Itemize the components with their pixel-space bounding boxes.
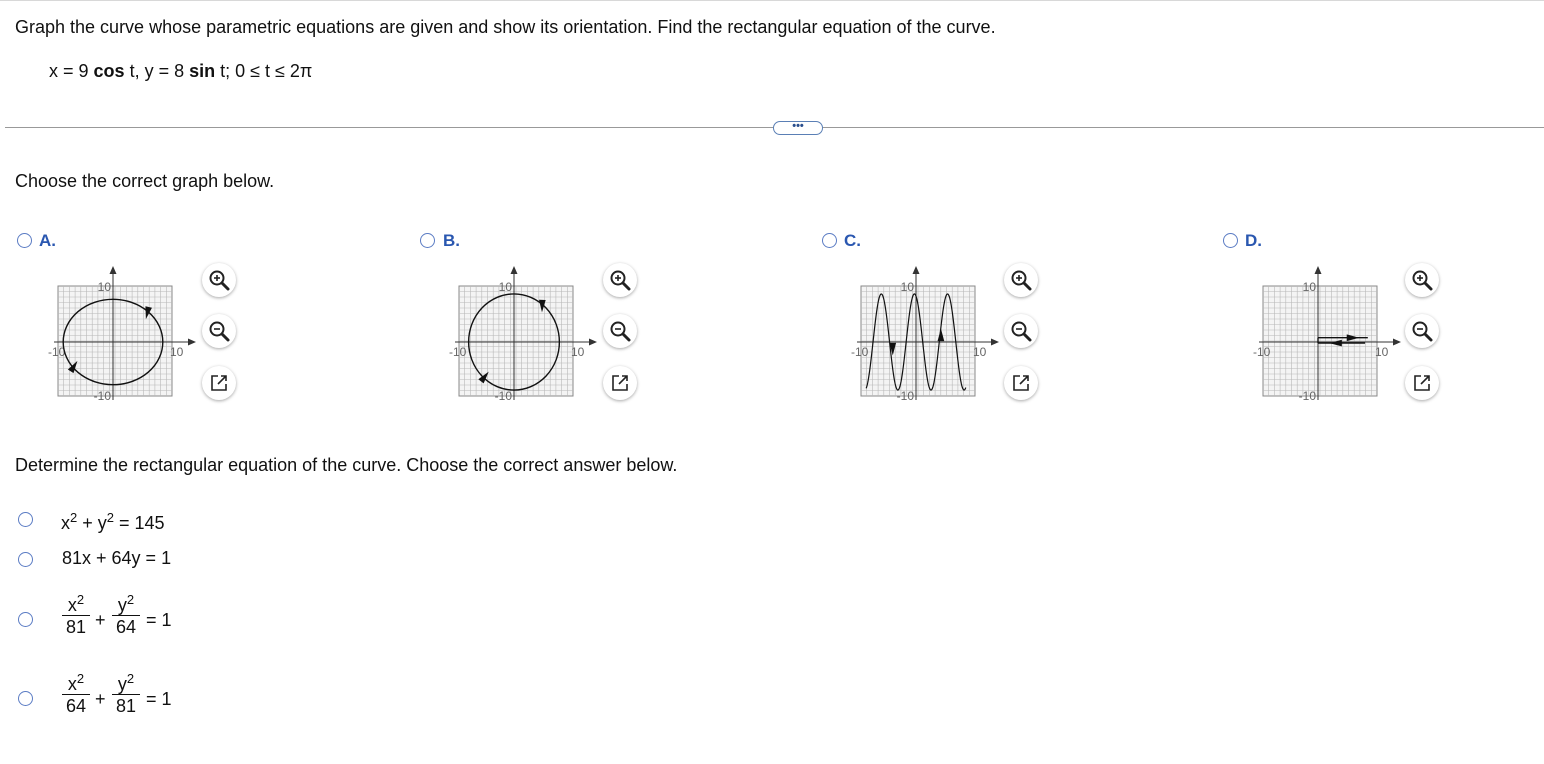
popout-icon-graph-b[interactable] bbox=[603, 366, 637, 400]
choice-letter-d: D. bbox=[1245, 231, 1262, 250]
ymax-label: 10 bbox=[97, 280, 111, 294]
radio-equation-3[interactable] bbox=[18, 612, 33, 627]
ymax-label: 10 bbox=[498, 280, 512, 294]
eq-x-post: t, y = 8 bbox=[124, 61, 190, 81]
xmin-label: -10 bbox=[449, 345, 467, 359]
zoom-in-icon-graph-b[interactable] bbox=[603, 263, 637, 297]
xmin-label: -10 bbox=[851, 345, 869, 359]
choice-letter-b: B. bbox=[443, 231, 460, 250]
opt3-x-exp: 2 bbox=[76, 592, 85, 607]
graph-d[interactable] bbox=[1245, 258, 1405, 418]
ymax-label: 10 bbox=[900, 280, 914, 294]
parametric-equations bbox=[49, 61, 312, 82]
opt3-plus: + bbox=[95, 610, 106, 630]
y-axis-arrow bbox=[913, 266, 920, 274]
opt3-y-exp: 2 bbox=[126, 592, 135, 607]
ymin-label: -10 bbox=[494, 389, 512, 403]
opt4-rhs: = 1 bbox=[146, 689, 172, 709]
x-axis-arrow bbox=[188, 339, 196, 346]
opt3-y: y bbox=[117, 595, 127, 615]
grid-lines bbox=[58, 286, 172, 396]
xmax-label: 10 bbox=[571, 345, 585, 359]
ymax-label: 10 bbox=[1302, 280, 1316, 294]
popout-icon-graph-c[interactable] bbox=[1004, 366, 1038, 400]
opt4-den-x: 64 bbox=[65, 696, 87, 716]
zoom-out-icon-graph-b[interactable] bbox=[603, 314, 637, 348]
eq-x-pre: x = 9 bbox=[49, 61, 94, 81]
opt3-num-x bbox=[62, 590, 90, 616]
opt4-x-exp: 2 bbox=[76, 671, 85, 686]
radio-graph-b[interactable] bbox=[420, 233, 435, 248]
equation-prompt: Determine the rectangular equation of the curve. Choose the correct answer below. bbox=[15, 455, 678, 475]
zoom-in-icon-graph-c[interactable] bbox=[1004, 263, 1038, 297]
xmax-label: 10 bbox=[1375, 345, 1389, 359]
equation-option-1 bbox=[61, 510, 165, 534]
graph-prompt: Choose the correct graph below. bbox=[15, 171, 275, 191]
xmax-label: 10 bbox=[973, 345, 987, 359]
equation-option-2: 81x + 64y = 1 bbox=[62, 548, 172, 568]
choice-letter-c: C. bbox=[844, 231, 861, 250]
xmin-label: -10 bbox=[48, 345, 66, 359]
eq-y-post: t; 0 ≤ t ≤ 2π bbox=[215, 61, 313, 81]
popout-icon-graph-a[interactable] bbox=[202, 366, 236, 400]
radio-equation-2[interactable] bbox=[18, 552, 33, 567]
opt1-rhs: = 145 bbox=[113, 513, 165, 533]
zoom-out-icon-graph-c[interactable] bbox=[1004, 314, 1038, 348]
opt3-den-y: 64 bbox=[115, 617, 137, 637]
radio-graph-a[interactable] bbox=[17, 233, 32, 248]
radio-equation-1[interactable] bbox=[18, 512, 33, 527]
question-text: Graph the curve whose parametric equations are given and show its orientation. Find the rectangular equation of the curve. bbox=[15, 17, 996, 37]
opt3-rhs: = 1 bbox=[146, 610, 172, 630]
top-border bbox=[0, 0, 1544, 1]
xmin-label: -10 bbox=[1253, 345, 1271, 359]
radio-graph-c[interactable] bbox=[822, 233, 837, 248]
radio-graph-d[interactable] bbox=[1223, 233, 1238, 248]
graph-a[interactable] bbox=[40, 258, 200, 418]
ymin-label: -10 bbox=[896, 389, 914, 403]
opt3-frac-y bbox=[112, 590, 140, 638]
opt1-x: x bbox=[61, 513, 70, 533]
x-axis-arrow bbox=[1393, 339, 1401, 346]
popout-icon-graph-d[interactable] bbox=[1405, 366, 1439, 400]
x-axis-arrow bbox=[991, 339, 999, 346]
graph-c[interactable] bbox=[843, 258, 1003, 418]
opt4-plus: + bbox=[95, 689, 106, 709]
y-axis-arrow bbox=[511, 266, 518, 274]
opt4-num-y bbox=[112, 669, 140, 695]
opt3-den-x: 81 bbox=[65, 617, 87, 637]
choice-letter-a: A. bbox=[39, 231, 56, 250]
eq-x-fn: cos bbox=[93, 61, 125, 81]
opt1-y: + y bbox=[77, 513, 107, 533]
opt4-frac-y bbox=[112, 669, 140, 717]
expand-more-button[interactable]: ••• bbox=[773, 121, 823, 135]
opt4-y: y bbox=[117, 674, 127, 694]
opt1-y-exp: 2 bbox=[106, 510, 114, 525]
ymin-label: -10 bbox=[93, 389, 111, 403]
opt4-den-y: 81 bbox=[115, 696, 137, 716]
grid-lines bbox=[1263, 286, 1377, 396]
zoom-out-icon-graph-a[interactable] bbox=[202, 314, 236, 348]
xmax-label: 10 bbox=[170, 345, 184, 359]
opt4-frac-x bbox=[62, 669, 90, 717]
opt1-x-exp: 2 bbox=[70, 510, 78, 525]
y-axis-arrow bbox=[1315, 266, 1322, 274]
radio-equation-4[interactable] bbox=[18, 691, 33, 706]
opt3-frac-x bbox=[62, 590, 90, 638]
zoom-in-icon-graph-d[interactable] bbox=[1405, 263, 1439, 297]
opt3-num-y bbox=[112, 590, 140, 616]
eq-y-fn: sin bbox=[189, 61, 216, 81]
graph-b[interactable] bbox=[441, 258, 601, 418]
opt4-num-x bbox=[62, 669, 90, 695]
opt4-y-exp: 2 bbox=[126, 671, 135, 686]
zoom-out-icon-graph-d[interactable] bbox=[1405, 314, 1439, 348]
zoom-in-icon-graph-a[interactable] bbox=[202, 263, 236, 297]
ymin-label: -10 bbox=[1298, 389, 1316, 403]
grid-lines bbox=[459, 286, 573, 396]
opt3-x: x bbox=[67, 595, 77, 615]
x-axis-arrow bbox=[589, 339, 597, 346]
opt4-x: x bbox=[67, 674, 77, 694]
y-axis-arrow bbox=[110, 266, 117, 274]
